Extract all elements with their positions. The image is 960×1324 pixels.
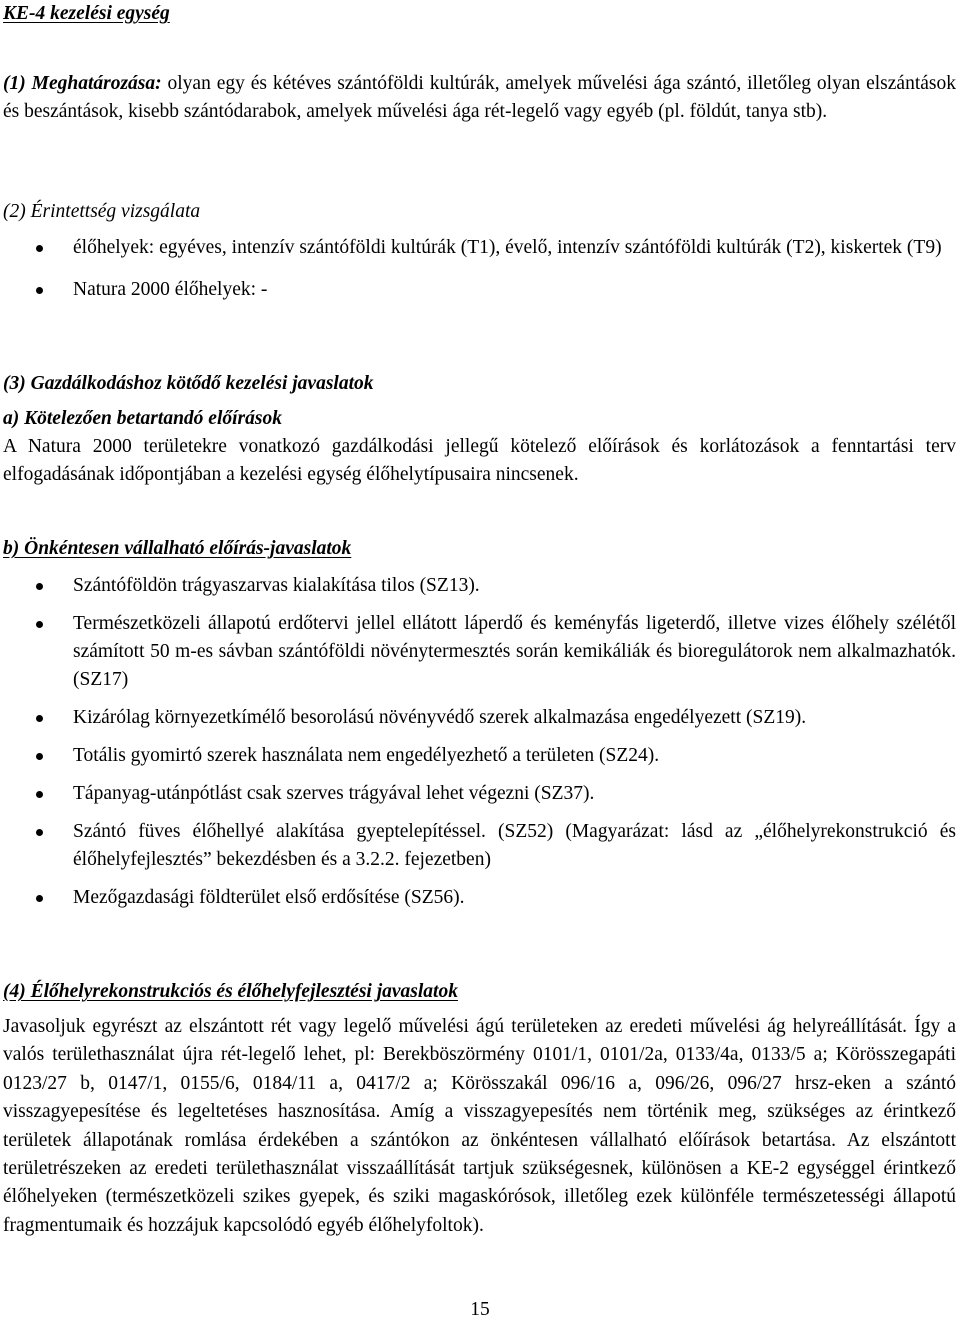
sub-a-heading: a) Kötelezően betartandó előírások	[3, 408, 282, 429]
list-item: Totális gyomirtó szerek használata nem engedélyezhető a területen (SZ24).	[3, 742, 956, 770]
list-item: Szántóföldön trágyaszarvas kialakítása tilos (SZ13).	[3, 572, 956, 600]
list-item: élőhelyek: egyéves, intenzív szántóföldi kultúrák (T1), évelő, intenzív szántóföldi kultúrák (T2), kiskertek (T9)	[3, 234, 956, 262]
list-item: Kizárólag környezetkímélő besorolású növényvédő szerek alkalmazása engedélyezett (SZ19).	[3, 704, 956, 732]
section2-list	[3, 234, 956, 304]
list-item: Tápanyag-utánpótlást csak szerves trágyával lehet végezni (SZ37).	[3, 780, 956, 808]
definition-label: (1) Meghatározása:	[3, 73, 162, 94]
sub-a-text: A Natura 2000 területekre vonatkozó gazdálkodási jellegű kötelező előírások és korlátozások a fenntartási terv elfogadásának időpontjában a kezelési egység élőhelytípusaira nincsenek.	[3, 436, 956, 485]
list-item: Természetközeli állapotú erdőtervi jellel ellátott láperdő és keményfás ligeterdő, illetve vizes élőhely szélétől számított 50 m-es sávban szántóföldi növénytermesztés során kemikáliák és bioregulátorok nem alkalmazhatók. (SZ17)	[3, 610, 956, 694]
section4-heading: (4) Élőhelyrekonstrukciós és élőhelyfejlesztési javaslatok	[3, 981, 458, 1002]
page-title: KE-4 kezelési egység	[3, 3, 170, 24]
definition-text: olyan egy és kétéves szántóföldi kultúrák, amelyek művelési ága szántó, illetőleg olyan elszántások és beszántások, kisebb szántódarabok, amelyek művelési ága rét-legelő vagy egyéb (pl. földút, tanya stb).	[3, 73, 956, 122]
list-item: Natura 2000 élőhelyek: -	[3, 276, 956, 304]
section2-heading: (2) Érintettség vizsgálata	[3, 201, 201, 222]
list-item: Mezőgazdasági földterület első erdősítése (SZ56).	[3, 884, 956, 912]
list-item: Szántó füves élőhellyé alakítása gyeptelepítéssel. (SZ52) (Magyarázat: lásd az „élőhelyrekonstrukció és élőhelyfejlesztés” bekezdésben és a 3.2.2. fejezetben)	[3, 818, 956, 874]
definition-paragraph	[3, 70, 956, 126]
section3-heading: (3) Gazdálkodáshoz kötődő kezelési javaslatok	[3, 373, 374, 394]
section4-text: Javasoljuk egyrészt az elszántott rét vagy legelő művelési ágú területeken az eredeti művelési ág helyreállítását. Így a valós területhasználat újra rét-legelő lehet, pl: Berekböszörmény 0101/1, 0101/2a, 0133/4a, 0133/5 a; Körösszegapáti 0123/27 b, 0147/1, 0155/6, 0184/11 a, 0417/2 a; Körösszakál 096/16 a, 096/26, 096/27 hrsz-eken a szántó visszagyepesítése és legeltetéses hasznosítása. Amíg a visszagyepesítés nem történik meg, szükséges az érintkező területek állapotának romlása érdekében a szántókon az önkéntesen vállalható előírások betartása. Az elszántott területrészeken az eredeti területhasználat visszaállítását tartjuk szükségesnek, különösen a KE-2 egységgel érintkező élőhelyeken (természetközeli szikes gyepek, és sziki magaskórósok, illetőleg ezek különféle természetességi állapotú fragmentumaik és hozzájuk kapcsolódó egyéb élőhelyfoltok).	[3, 1016, 956, 1236]
sub-b-heading: b) Önkéntesen vállalható előírás-javaslatok	[3, 538, 352, 559]
page-number: 15	[470, 1299, 490, 1320]
sub-b-list	[3, 572, 956, 912]
